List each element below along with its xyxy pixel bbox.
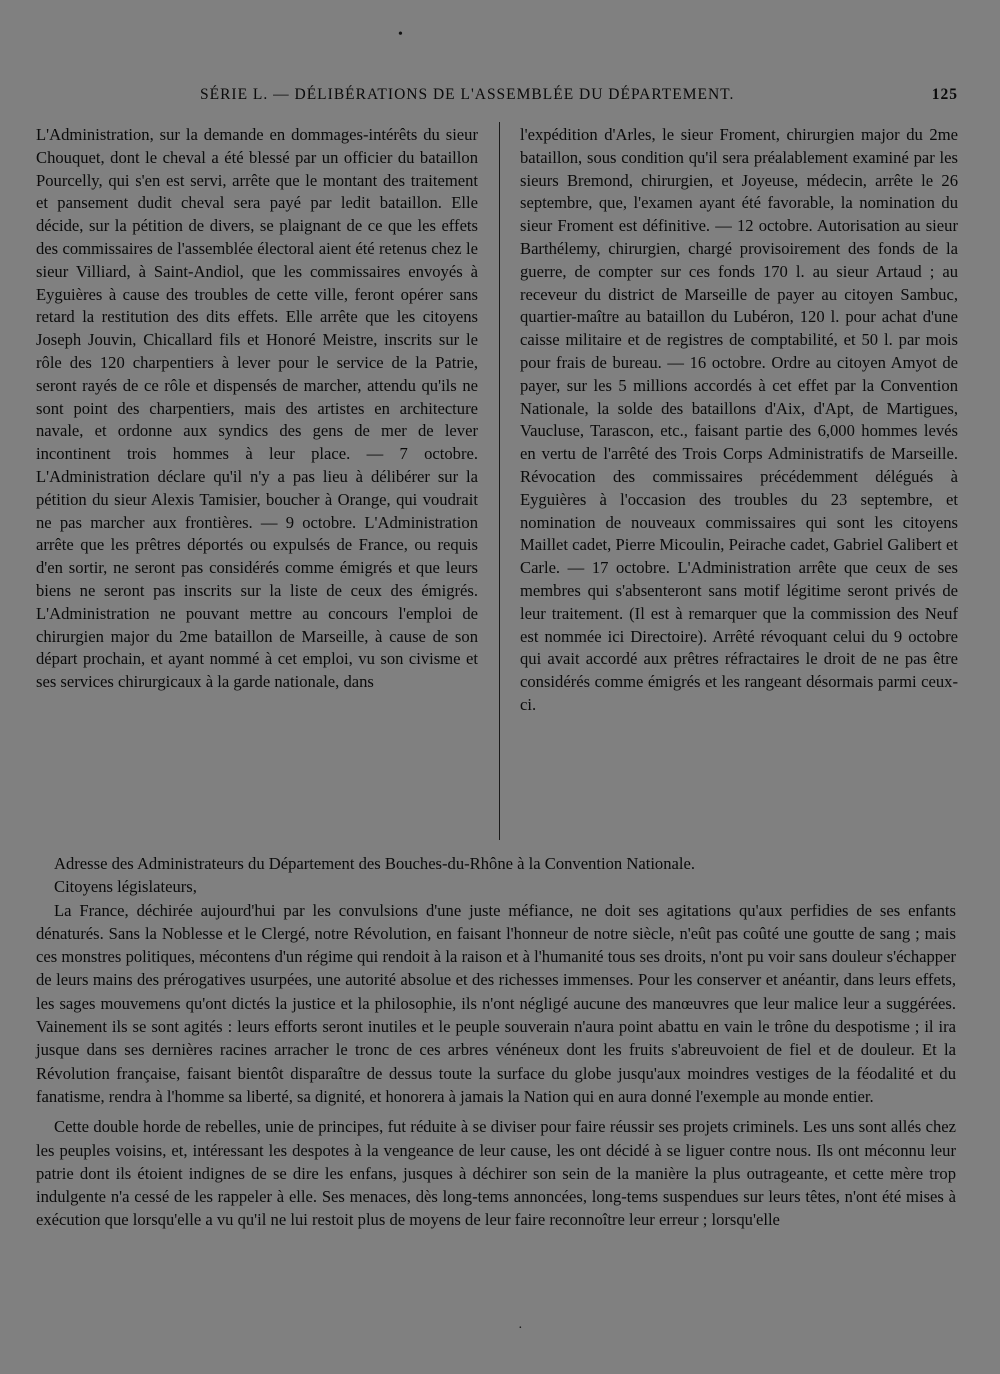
- address-paragraph: La France, déchirée aujourd'hui par les convulsions d'une juste méfiance, ne doit ses agitations qu'aux perfidies de ses enfants dénaturés. Sans la Noblesse et le Clergé, notre Révolution, en faisant l'honneur de notre siècle, n'eût pas coûté une goutte de sang ; mais ces monstres politiques, mécontens d'un régime qui rendoit à la raison et à l'humanité tous ses droits, n'ont pu voir sans douleur s'échapper de leurs mains des prérogatives usurpées, une autorité absolue et des richesses immenses. Pour les conserver et anéantir, dans leurs effets, les sages mouvemens qu'ont dictés la justice et la philosophie, ils n'ont négligé aucune des manœuvres que leur malice leur a suggérées. Vainement ils se sont agités : leurs efforts seront inutiles et le peuple souverain n'aura point abattu en vain le trône du despotisme ; il ira jusque dans ses dernières racines arracher le tronc de ces arbres vénéneux dont les fruits s'abreuvoient de fiel et de douleur. Et la Révolution française, faisant bientôt disparaître de dessus toute la surface du globe jusqu'aux moindres vestiges de la féodalité et du fanatisme, rendra à l'homme sa liberté, sa dignité, et honorera à jamais la Nation qui en aura donné l'exemple au monde entier.: [36, 900, 956, 1106]
- right-column-text: l'expédition d'Arles, le sieur Froment, chirurgien major du 2me bataillon, sous condition qu'il sera préalablement examiné par les sieurs Bremond, chirurgien, et Joyeuse, médecin, arrête le 26 septembre, que, l'examen ayant été favorable, la nomination du sieur Froment est définitive. — 12 octobre. Autorisation au sieur Barthélemy, chirurgien, chargé provisoirement des fonds de la guerre, de compter sur ces fonds 170 l. au sieur Artaud ; au receveur du district de Marseille de payer au citoyen Sambuc, quartier-maître au bataillon du Lubéron, 120 l. pour achat d'une caisse militaire et de registres de comptabilité, et 50 l. par mois pour frais de bureau. — 16 octobre. Ordre au citoyen Amyot de payer, sur les 5 millions accordés à cet effet par la Convention Nationale, la solde des bataillons d'Aix, d'Apt, de Martigues, Vaucluse, Tarascon, etc., faisant partie des 6,000 hommes levés en vertu de l'arrêté des Trois Corps Administratifs de Marseille. Révocation des commissaires précédemment délégués à Eyguières à l'occasion des troubles du 23 septembre, et nomination de nouveaux commissaires qui sont les citoyens Maillet cadet, Pierre Micoulin, Peirache cadet, Gabriel Galibert et Carle. — 17 octobre. L'Administration arrête que ceux de ses membres qui s'absenteront sans motif légitime seront privés de leur traitement. (Il est à remarquer que la commission des Neuf est nommée ici Directoire). Arrêté révoquant celui du 9 octobre qui avait accordé aux prêtres réfractaires le droit de ne pas être considérés comme émigrés et les rangeant désormais parmi ceux-ci.: [520, 125, 958, 714]
- address-heading: Adresse des Administrateurs du Département des Bouches-du-Rhône à la Convention Nationale.: [54, 854, 696, 873]
- column-rule: [499, 122, 500, 840]
- running-title: SÉRIE L. — DÉLIBÉRATIONS DE L'ASSEMBLÉE DU DÉPARTEMENT.: [200, 86, 735, 103]
- running-header: [0, 86, 1000, 108]
- address-salutation: Citoyens législateurs,: [54, 877, 197, 897]
- left-column-text: L'Administration, sur la demande en dommages-intérêts du sieur Chouquet, dont le cheval a été blessé par un officier du bataillon Pourcelly, qui s'en est servi, arrête que le montant des traitement et pansement dudit cheval sera payé par ledit bataillon. Elle décide, sur la pétition de divers, se plaignant de ce que les effets des commissaires de l'assemblée électoral aient été retenus chez le sieur Villiard, à Saint-Andiol, que les commissaires envoyés à Eyguières à cause des troubles de cette ville, feront opérer sans retard la restitution des dits effets. Elle arrête que les citoyens Joseph Jouvin, Chicallard fils et Honoré Meistre, inscrits sur le rôle des 120 charpentiers à lever pour le service de la Patrie, seront rayés de ce rôle et dispensés de marcher, attendu qu'ils ne sont point des charpentiers, mais des artistes en architecture navale, et ordonne aux syndics des gens de mer de lever incontinent trois hommes à leur place. — 7 octobre. L'Administration déclare qu'il n'y a pas lieu à délibérer sur la pétition du sieur Alexis Tamisier, boucher à Orange, qui voudrait ne pas marcher aux frontières. — 9 octobre. L'Administration arrête que les prêtres déportés ou expulsés de France, ou requis d'en sortir, ne seront pas considérés comme émigrés et que leurs biens ne seront pas inscrits sur la liste de ceux des émigrés. L'Administration ne pouvant mettre au concours l'emploi de chirurgien major du 2me bataillon de Marseille, à cause de son départ prochain, et ayant nommé à cet emploi, vu son civisme et ses services chirurgicaux à la garde nationale, dans: [36, 125, 478, 692]
- left-column: [36, 124, 478, 694]
- ink-speck: ·: [518, 1321, 523, 1336]
- ink-speck: •: [398, 27, 403, 42]
- address-section: [36, 852, 956, 1232]
- page-number: 125: [931, 86, 958, 103]
- right-column: [520, 124, 958, 717]
- address-paragraph: Cette double horde de rebelles, unie de principes, fut réduite à se diviser pour faire réussir ses projets criminels. Les uns sont allés chez les peuples voisins, et, intéressant les despotes à la vengeance de leur cause, les ont décidé à se liguer contre nous. Ils ont méconnu leur patrie dont ils étoient indignes de se dire les enfans, jusques à déchirer son sein de la manière la plus outrageante, et cette mère trop indulgente n'a cessé de les rappeler à elle. Ses menaces, dès long-tems annoncées, long-tems suspendues sur leurs têtes, n'ont été mises à exécution que lorsqu'elle a vu qu'il ne lui restoit plus de moyens de leur faire reconnoître leur erreur ; lorsqu'elle: [36, 1117, 956, 1230]
